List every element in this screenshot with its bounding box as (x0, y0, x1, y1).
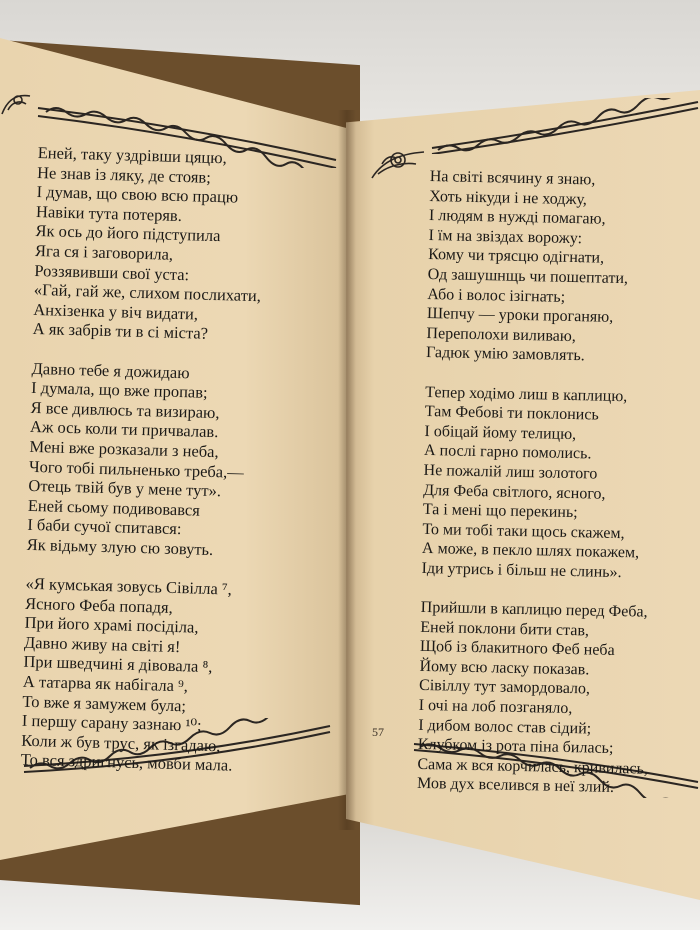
verse-line: Ясного Феба попадя, (24, 593, 174, 617)
verse-line: Еней сьому подивовався (27, 495, 201, 520)
verse-line: Давно живу на світі я! (23, 632, 181, 657)
verse-line: При шведчині я дівовала ⁸, (23, 652, 213, 677)
verse-line: Чого тобі пильненько треба,— (28, 456, 245, 482)
verse-line: Од зашушнщь чи пошептати, (427, 265, 629, 288)
verse-line: Яга ся і заговорила, (34, 240, 174, 264)
verse-line: І їм на звіздах ворожу: (428, 226, 583, 247)
verse-line: «Гай, гай же, слихом послихати, (33, 280, 262, 306)
right-page-verse (417, 167, 661, 799)
verse-line: І людям в нужді помагаю, (428, 207, 606, 228)
verse-line: То ми тобі таки щось скажем, (422, 520, 625, 542)
verse-line: А татарва як набігала ⁹, (22, 671, 189, 696)
verse-line: Коли ж був трус, як ізгадаю, (21, 730, 221, 756)
verse-line: Тепер ходімо лиш в каплицю, (425, 383, 628, 405)
verse-line: І думала, що вже пропав; (30, 378, 208, 402)
verse-line: Прийшли в каплицю перед Феба, (420, 598, 648, 621)
verse-line: То вся здригнусь, мовби мала. (20, 750, 233, 776)
verse-line: Анхізенка у віч видати, (33, 299, 199, 324)
verse-line: Гадюк умію замовлять. (425, 344, 585, 365)
floral-corner-icon (368, 144, 428, 184)
verse-line: Для Феба світлого, ясного, (423, 481, 606, 503)
verse-line: Як відьму злую сю зовуть. (26, 534, 214, 559)
verse-line: І першу сарану зазнаю ¹⁰; (21, 710, 202, 736)
verse-line: Отець твій був у мене тут». (28, 475, 222, 501)
floral-corner-icon (0, 88, 36, 118)
verse-line: Як ось до його підступила (35, 221, 221, 246)
verse-line: Еней поклони бити став, (420, 618, 590, 640)
vine-border-icon (430, 98, 700, 154)
verse-line: Еней, таку уздрівши цяцю, (37, 143, 227, 168)
verse-line: Щоб із блакитного Феб неба (419, 638, 615, 660)
verse-line: Аж ось коли ти причвалав. (29, 417, 219, 442)
verse-line: Клубком із рота піна билась; (417, 736, 614, 758)
verse-line: Мені вже розказали з неба, (29, 436, 219, 462)
verse-line: Давно тебе я дожидаю (31, 358, 190, 382)
verse-line: А як забрів ти в сі міста? (32, 319, 209, 344)
verse-line: Сама ж вся корчилась, кривилась, (417, 755, 649, 778)
verse-line: То вже я замужем була; (22, 691, 187, 715)
left-page-verse (20, 143, 264, 776)
verse-line: Шепчу — уроки проганяю, (426, 305, 614, 327)
verse-line: Навіки тута потеряв. (35, 201, 183, 225)
verse-line: А послі гарно помолись. (423, 442, 592, 463)
verse-line: Та і мені що перекинь; (422, 501, 578, 522)
verse-line: Або і волос ізігнать; (427, 285, 566, 306)
verse-line: Там Фебові ти поклонись (424, 403, 599, 424)
verse-line: При його храмі посіділа, (24, 613, 199, 637)
verse-line: «Я кумськая зовусь Сівілла ⁷, (25, 573, 233, 599)
verse-line: Переполохи виливаю, (426, 324, 576, 345)
verse-line: Іди утрись і більш не слинь». (421, 559, 622, 581)
verse-line: І очі на лоб позганяло, (418, 696, 573, 718)
verse-line: І думав, що свою всю працю (36, 182, 239, 207)
verse-line: Мов дух вселився в неї злий. (416, 775, 615, 797)
verse-line: На світі всячину я знаю, (429, 167, 596, 189)
verse-line: Не пожалій лиш золотого (423, 461, 598, 483)
book-gutter (338, 110, 356, 830)
verse-line: І баби сучої спитався: (27, 515, 182, 539)
verse-line: Не знав із ляку, де стояв; (36, 162, 212, 187)
verse-line: Роззявивши свої уста: (34, 260, 190, 284)
page-number: 57 (372, 725, 384, 739)
verse-line: Я все дивлюсь та визираю, (30, 397, 220, 422)
verse-line: І обіцай йому телицю, (424, 422, 577, 443)
verse-line: Хоть нікуди і не ходжу, (429, 187, 588, 208)
verse-line: А може, в пекло шлях покажем, (421, 540, 640, 562)
verse-line: Йому всю ласку показав. (419, 657, 590, 679)
verse-line: Кому чи трясцю одігнати, (427, 246, 605, 268)
verse-line: І дибом волос став сідий; (418, 716, 592, 738)
verse-line: Сівіллу тут замордовало, (418, 677, 591, 698)
